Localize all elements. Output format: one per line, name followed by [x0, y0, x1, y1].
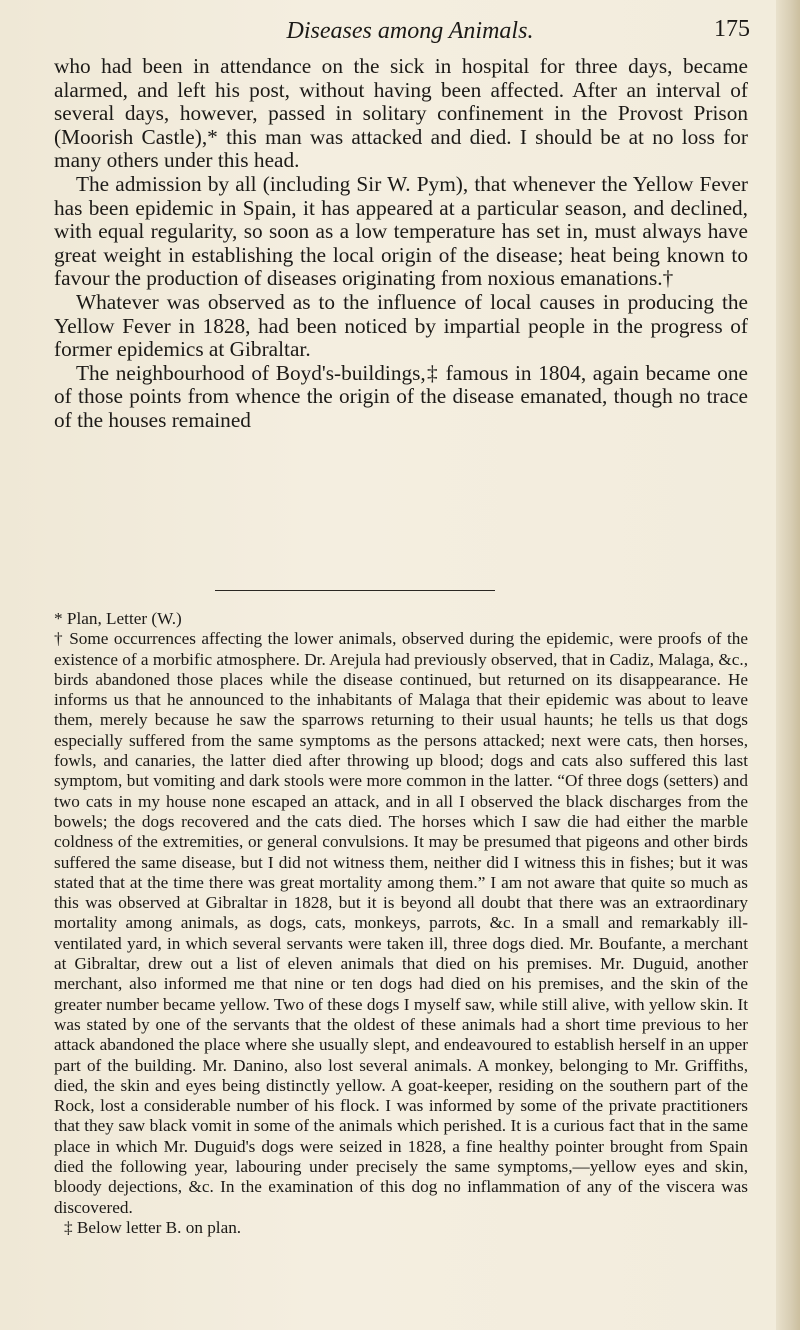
footnotes	[54, 609, 748, 1238]
footnote-divider	[215, 590, 495, 591]
footnote-animals: † Some occurrences affecting the lower animals, observed during the epidemic, were proofs of the existence of a morbific atmosphere. Dr. Arejula had previously observed, that in Cadiz, Malaga, &c., birds abandoned those places while the disease continued, but returned on its disappearance. He informs us that he announced to the inhabitants of Malaga that their epidemic was about to leave them, merely because he saw the sparrows returning to their usual haunts; he tells us that dogs especially suffered from the same symptoms as the persons attacked; next were cats, then horses, fowls, and canaries, the latter died after throwing up blood; dogs and cats also suffered this last symptom, but vomiting and dark stools were more common in the latter. “Of three dogs (setters) and two cats in my house none escaped an attack, and in all I observed the black discharges from the bowels; the dogs recovered and the cats died. The horses which I saw die had either the marble coldness of the extremities, or general convulsions. It may be presumed that pigeons and other birds suffered the same disease, but I did not witness them, neither did I witness this in fishes; but it was stated that at the time there was great mortality among them.” I am not aware that quite so much as this was observed at Gibraltar in 1828, but it is beyond all doubt that there was an extraordinary mortality among animals, as dogs, cats, monkeys, parrots, &c. In a small and remarkably ill-ventilated yard, in which several servants were taken ill, three dogs died. Mr. Boufante, a merchant at Gibraltar, drew out a list of eleven animals that died on his premises. Mr. Duguid, another merchant, also informed me that nine or ten dogs had died on his premises, and the skin of the greater number became yellow. Two of these dogs I myself saw, while still alive, with yellow skin. It was stated by one of the servants that the oldest of these animals had a short time previous to her attack abandoned the place where she usually slept, and endeavoured to establish herself in an upper part of the building. Mr. Danino, also lost several animals. A monkey, belonging to Mr. Griffiths, died, the skin and eyes being distinctly yellow. A goat-keeper, residing on the southern part of the Rock, lost a considerable number of his flock. I was informed by some of the private practitioners that they saw black vomit in some of the animals which perished. It is a curious fact that in the same place in which Mr. Duguid's dogs were seized in 1828, a fine healthy pointer brought from Spain died the following year, labouring under precisely the same symptoms,—yellow eyes and skin, bloody dejections, &c. In the examination of this dog no inflammation of any of the viscera was discovered.	[54, 629, 748, 1217]
paragraph-boyds-buildings: The neighbourhood of Boyd's-buildings,‡ famous in 1804, again became one of those points from whence the origin of the disease emanated, though no trace of the houses remained	[54, 360, 748, 432]
paragraph-continuation: who had been in attendance on the sick in hospital for three days, became alarmed, and left his post, without having been affected. After an interval of several days, however, passed in solitary confinement in the Provost Prison (Moorish Castle),* this man was attacked and died. I should be at no loss for many others under this head.	[54, 54, 748, 173]
page-binding-edge	[776, 0, 800, 1330]
page-header	[70, 10, 750, 46]
page-number: 175	[714, 16, 750, 42]
main-text	[54, 55, 748, 433]
footnote-below-letter: ‡ Below letter B. on plan.	[64, 1217, 242, 1237]
running-title: Diseases among Animals.	[286, 18, 534, 44]
paragraph-yellow-fever-season: The admission by all (including Sir W. Pym), that whenever the Yellow Fever has been epidemic in Spain, it has appeared at a particular season, and declined, with equal regularity, so soon as a low temperature has set in, must always have great weight in establishing the local origin of the disease; heat being known to favour the production of diseases originating from noxious emanations.†	[54, 171, 748, 291]
paragraph-local-causes: Whatever was observed as to the influence of local causes in producing the Yellow Fever in 1828, had been noticed by impartial people in the progress of former epidemics at Gibraltar.	[54, 289, 748, 362]
footnote-plan-letter: * Plan, Letter (W.)	[54, 609, 182, 628]
